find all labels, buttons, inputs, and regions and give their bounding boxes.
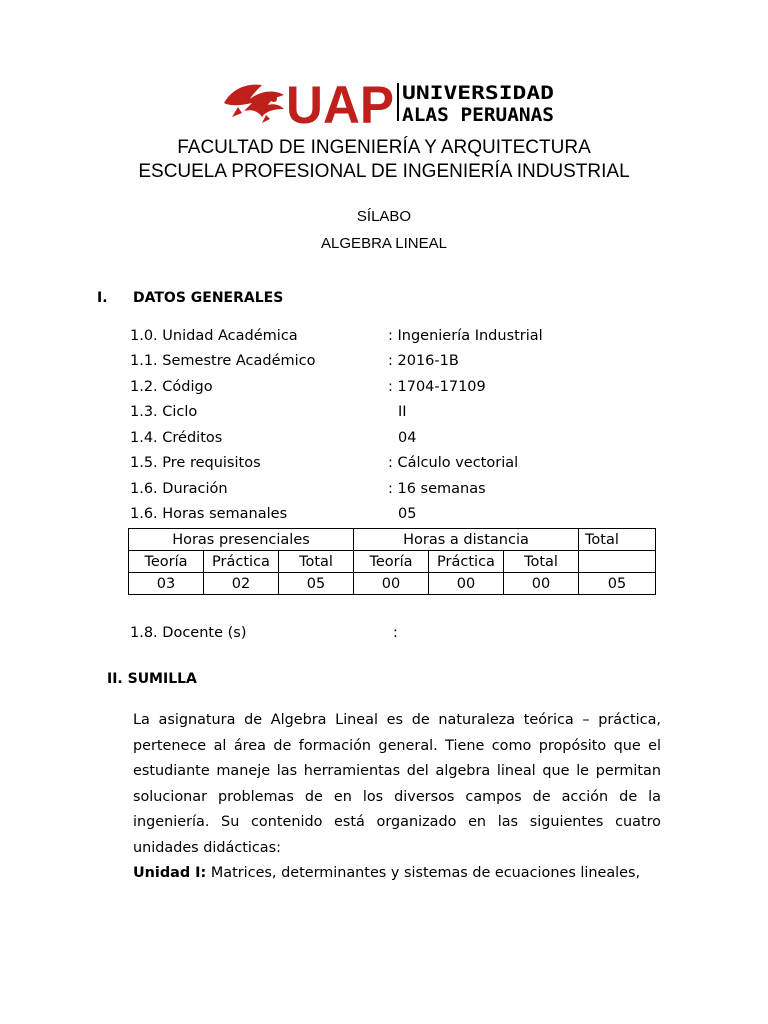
doc-type: SÍLABO: [356, 208, 412, 225]
table-row: [129, 529, 656, 551]
item-value: 04: [398, 430, 417, 446]
docente-label: 1.8. Docente (s): [130, 625, 247, 641]
logo-abbrev: UAP: [286, 77, 394, 125]
item-label: 1.6. Duración: [130, 481, 228, 497]
table-row: [129, 551, 656, 573]
subheader-cell: Teoría: [354, 551, 429, 573]
item-value: 05: [398, 506, 417, 522]
unit-1-text: Matrices, determinantes y sistemas de ecuaciones lineales,: [210, 865, 641, 881]
hours-table: [128, 528, 656, 595]
subheader-cell: Práctica: [204, 551, 279, 573]
subheader-cell: Total: [504, 551, 579, 573]
faculty-title: FACULTAD DE INGENIERÍA Y ARQUITECTURA: [177, 137, 591, 158]
university-logo: [222, 77, 557, 125]
unit-1-label: Unidad I:: [133, 865, 207, 881]
header-total: Total: [579, 529, 656, 551]
header-distancia: Horas a distancia: [354, 529, 579, 551]
condor-emblem-icon: [224, 85, 284, 123]
value-cell: 00: [429, 573, 504, 595]
subheader-cell: Práctica: [429, 551, 504, 573]
item-label: 1.5. Pre requisitos: [130, 455, 261, 471]
item-value: : Cálculo vectorial: [388, 455, 519, 471]
table-row: [129, 573, 656, 595]
sumilla-body: [133, 708, 661, 887]
subheader-cell-empty: [579, 551, 656, 573]
item-value: II: [398, 404, 407, 420]
item-value: : 16 semanas: [388, 481, 486, 497]
sumilla-paragraph: La asignatura de Algebra Lineal es de naturaleza teórica – práctica, pertenece al área de formación general. Tiene como propósito que el estudiante maneje las herramientas del algebra lineal que le permitan solucionar problemas de en los diversos campos de acción de la ingeniería. Su contenido está organizado en las siguientes cuatro unidades didácticas:: [133, 712, 661, 856]
item-label: 1.6. Horas semanales: [130, 506, 288, 522]
item-label: 1.3. Ciclo: [130, 404, 198, 420]
subheader-cell: Teoría: [129, 551, 204, 573]
value-cell: 00: [504, 573, 579, 595]
section-2-title: II. SUMILLA: [107, 671, 197, 687]
value-cell: 00: [354, 573, 429, 595]
item-value: : 2016-1B: [388, 353, 459, 369]
item-value: : 1704-17109: [388, 379, 486, 395]
item-label: 1.0. Unidad Académica: [130, 328, 298, 344]
subheader-cell: Total: [279, 551, 354, 573]
docente-value: :: [393, 625, 398, 641]
section-1-number: I.: [97, 290, 108, 306]
item-label: 1.4. Créditos: [130, 430, 223, 446]
school-title: ESCUELA PROFESIONAL DE INGENIERÍA INDUSTRIAL: [138, 161, 630, 182]
unit-1-line: [133, 861, 661, 887]
item-value: : Ingeniería Industrial: [388, 328, 543, 344]
value-cell: 03: [129, 573, 204, 595]
value-cell: 02: [204, 573, 279, 595]
logo-line1: UNIVERSIDAD: [402, 82, 554, 104]
item-label: 1.2. Código: [130, 379, 213, 395]
section-1-title: DATOS GENERALES: [133, 290, 284, 306]
header-presencial: Horas presenciales: [129, 529, 354, 551]
logo-line2: ALAS PERUANAS: [402, 104, 554, 125]
value-cell: 05: [279, 573, 354, 595]
item-label: 1.1. Semestre Académico: [130, 353, 316, 369]
value-cell: 05: [579, 573, 656, 595]
course-title: ALGEBRA LINEAL: [321, 235, 447, 252]
